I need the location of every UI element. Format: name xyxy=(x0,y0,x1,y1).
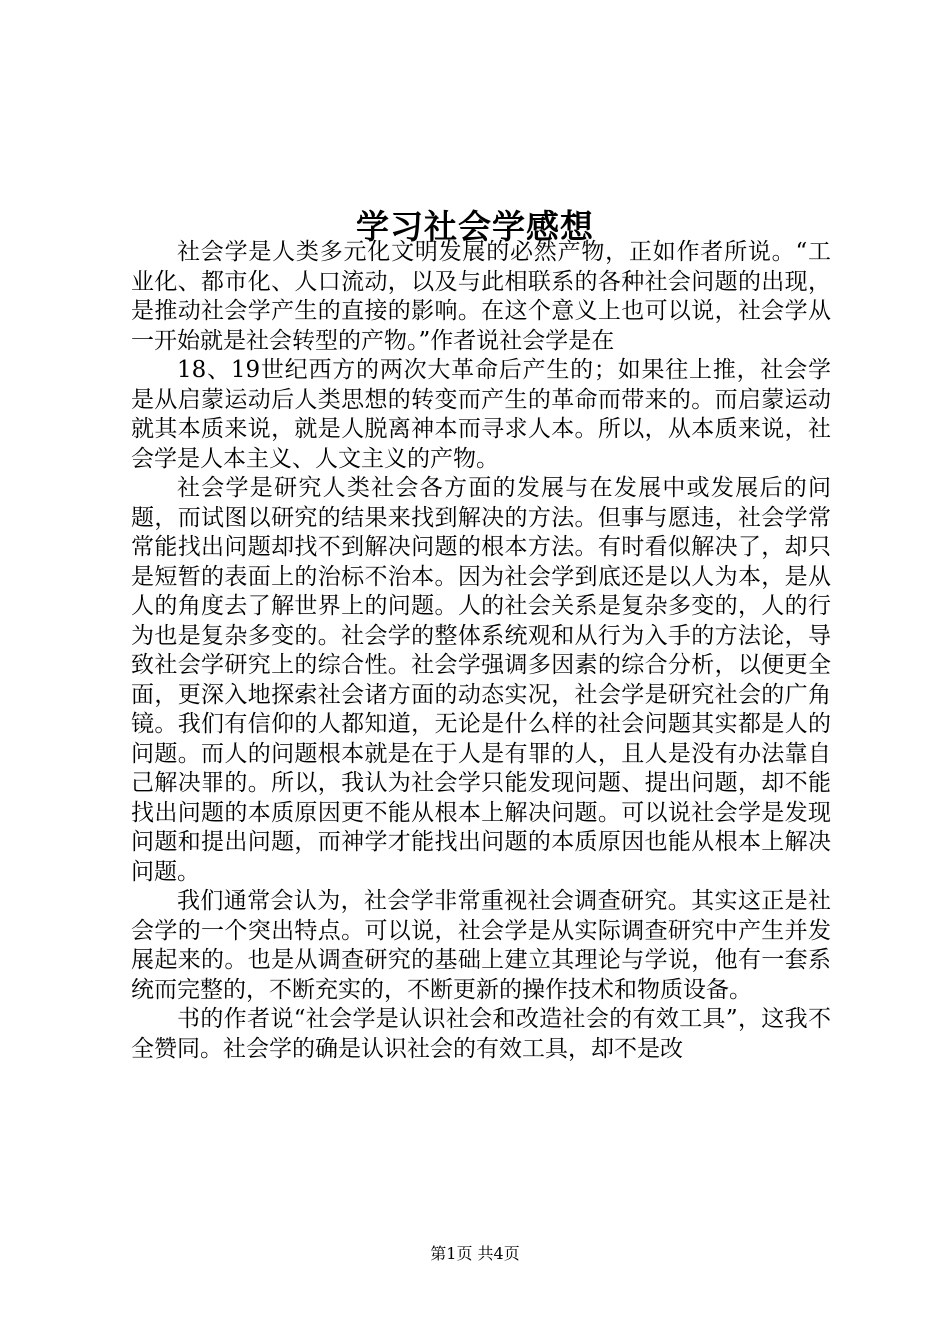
document-body xyxy=(131,238,831,1064)
paragraph-1: 社会学是人类多元化文明发展的必然产物，正如作者所说。“工业化、都市化、人口流动，以及与此相联系的各种社会问题的出现，是推动社会学产生的直接的影响。在这个意义上也可以说，社会学从一开始就是社会转型的产物。”作者说社会学是在 xyxy=(131,239,831,354)
paragraph-4: 我们通常会认为，社会学非常重视社会调查研究。其实这正是社会学的一个突出特点。可以说，社会学是从实际调查研究中产生并发展起来的。也是从调查研究的基础上建立其理论与学说，他有一套系统而完整的，不断充实的，不断更新的操作技术和物质设备。 xyxy=(131,888,831,1003)
paragraph-2: 18、19世纪西方的两次大革命后产生的；如果往上推，社会学是从启蒙运动后人类思想的转变而产生的革命而带来的。而启蒙运动就其本质来说，就是人脱离神本而寻求人本。所以，从本质来说，社会学是人本主义、人文主义的产物。 xyxy=(131,357,831,472)
paragraph-5: 书的作者说“社会学是认识社会和改造社会的有效工具”，这我不全赞同。社会学的确是认识社会的有效工具，却不是改 xyxy=(131,1006,831,1062)
paragraph-3: 社会学是研究人类社会各方面的发展与在发展中或发展后的问题，而试图以研究的结果来找到解决的方法。但事与愿违，社会学常常能找出问题却找不到解决问题的根本方法。有时看似解决了，却只是短暂的表面上的治标不治本。因为社会学到底还是以人为本，是从人的角度去了解世界上的问题。人的社会关系是复杂多变的，人的行为也是复杂多变的。社会学的整体系统观和从行为入手的方法论，导致社会学研究上的综合性。社会学强调多因素的综合分析，以便更全面，更深入地探索社会诸方面的动态实况，社会学是研究社会的广角镜。我们有信仰的人都知道，无论是什么样的社会问题其实都是人的问题。而人的问题根本就是在于人是有罪的人，且人是没有办法靠自己解决罪的。所以，我认为社会学只能发现问题、提出问题，却不能找出问题的本质原因更不能从根本上解决问题。可以说社会学是发现问题和提出问题，而神学才能找出问题的本质原因也能从根本上解决问题。 xyxy=(131,475,831,885)
document-title: 学习社会学感想 xyxy=(356,207,594,247)
page-footer: 第1页 共4页 xyxy=(430,1244,520,1263)
